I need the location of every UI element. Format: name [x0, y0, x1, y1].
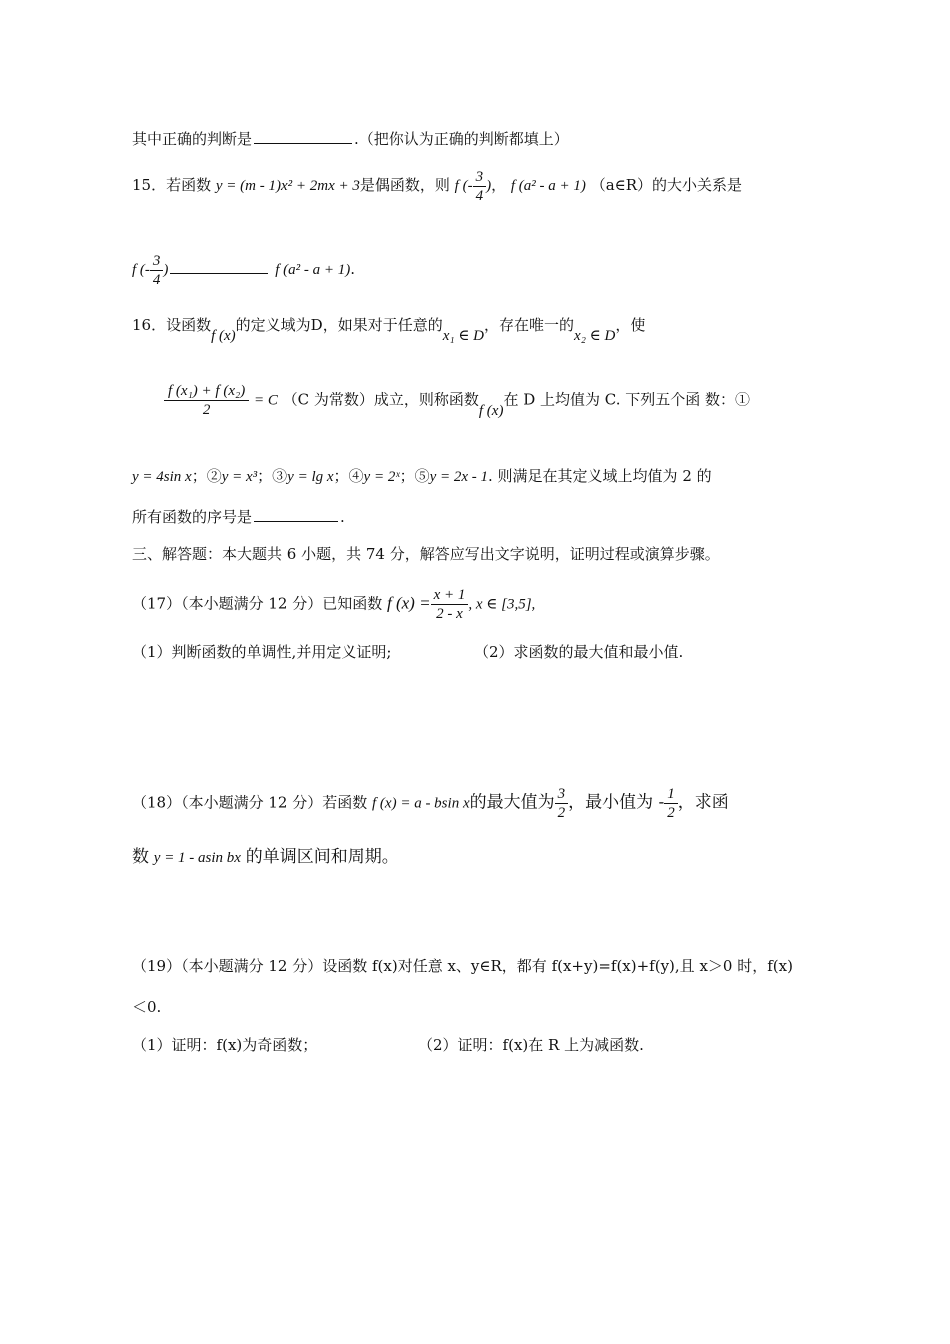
- expr-f1: f (- $\frac{3}{4}$ ): [454, 169, 492, 204]
- expr-fx: f (x) = a - bsin x: [372, 795, 470, 812]
- q17-line1: [132, 586, 535, 623]
- fraction-min: $\frac{1}{2}$: [664, 785, 678, 822]
- q19-part2: （2）证明：f(x)在 R 上为减函数.: [418, 1036, 644, 1054]
- text: .（把你认为正确的判断都填上）: [354, 130, 569, 148]
- expr-fx: f (x) =: [387, 593, 431, 613]
- text: 所有函数的序号是: [132, 508, 253, 526]
- text: （a∈R）的大小关系是: [590, 175, 743, 194]
- q19-line1: （19）（本小题满分 12 分）设函数 f(x)对任意 x、y∈R，都有 f(x+y)=f(x)+f(y),且 x＞0 时，f(x): [132, 957, 793, 975]
- text: .: [340, 508, 345, 526]
- text: ；⑤: [399, 467, 430, 485]
- expr-eq: = C: [253, 392, 278, 409]
- q18-line1: [132, 785, 729, 822]
- fraction-max: $\frac{3}{2}$: [555, 785, 569, 822]
- text: ，: [491, 175, 507, 194]
- text: ，最小值为 -: [568, 792, 665, 813]
- q18-heading: （18）（本小题满分 12 分）若函数: [132, 793, 368, 812]
- fraction: $\frac{x + 1}{2 - x}$: [431, 586, 469, 623]
- q16-number: 16．设函数: [132, 316, 212, 334]
- answer-blank[interactable]: [254, 520, 338, 522]
- text: 的定义域为D，如果对于任意的: [235, 316, 443, 334]
- q17-part1: （1）判断函数的单调性,并用定义证明;: [132, 643, 392, 661]
- q17-line2b: [474, 641, 683, 662]
- text: ；②: [191, 467, 222, 485]
- func-4: y = 2ˣ: [363, 469, 400, 485]
- text: 的最大值为: [469, 792, 555, 813]
- text: 其中正确的判断是: [132, 130, 253, 148]
- q15-function: y = (m - 1)x² + 2mx + 3: [215, 177, 360, 194]
- func-1: y = 4sin x: [132, 469, 192, 485]
- q15-line2: [132, 252, 355, 289]
- expr-fx: f (x): [211, 328, 236, 344]
- expr-g2: f (a² - a + 1): [275, 261, 351, 278]
- expr-g1: f (- $\frac{3}{4}$ ): [132, 253, 169, 288]
- q16-line4: [132, 506, 345, 527]
- text: 是偶函数，则: [359, 175, 450, 194]
- q17-heading: （17）（本小题满分 12 分）已知函数: [132, 594, 383, 613]
- answer-blank[interactable]: [254, 142, 352, 144]
- text: （C 为常数）成立，则称函数: [282, 390, 479, 409]
- text: ，求函: [677, 792, 729, 813]
- func-3: y = lg x: [287, 469, 334, 485]
- expr-y: y = 1 - asin bx: [153, 850, 241, 866]
- text: ；③: [257, 467, 288, 485]
- q15-line1: [132, 168, 742, 205]
- fraction-mean: $\frac{\text{f (x₁) + f (x₂)}}{2}$: [164, 382, 249, 419]
- section-three-heading: 三、解答题：本大题共 6 小题，共 74 分，解答应写出文字说明，证明过程或演算步骤。: [132, 545, 720, 563]
- text: ，使: [615, 316, 646, 334]
- expr-x2: x₂ ∈ D: [574, 328, 616, 344]
- q17-part2: （2）求函数的最大值和最小值.: [474, 643, 684, 661]
- expr-f2: f (a² - a + 1): [510, 177, 586, 194]
- text: 在 D 上均值为 C. 下列五个函 数：①: [503, 390, 751, 409]
- expr-x1: x₁ ∈ D: [442, 328, 485, 344]
- q16-line3: [132, 465, 712, 486]
- text: 的单调区间和周期。: [245, 847, 399, 867]
- q16-line2: [164, 382, 750, 419]
- expr-fx: f (x): [478, 402, 504, 419]
- text: 数: [132, 847, 149, 867]
- text: . 则满足在其定义域上均值为 2 的: [488, 467, 712, 485]
- q18-line2: [132, 842, 399, 867]
- text: ；④: [333, 467, 364, 485]
- text: ，存在唯一的: [484, 316, 575, 334]
- q17-line2: [132, 641, 391, 662]
- line-judgement: [132, 128, 569, 149]
- q15-number: 15．若函数: [132, 175, 212, 194]
- q19-part1: （1）证明：f(x)为奇函数；: [132, 1036, 318, 1054]
- func-5: y = 2x - 1: [429, 469, 489, 485]
- func-2: y = x³: [221, 469, 258, 485]
- text: .: [350, 259, 356, 278]
- q16-line1: [132, 314, 646, 344]
- answer-blank[interactable]: [170, 272, 268, 274]
- domain: , x ∈ [3,5],: [468, 596, 536, 613]
- q19-line2: ＜0.: [132, 998, 162, 1016]
